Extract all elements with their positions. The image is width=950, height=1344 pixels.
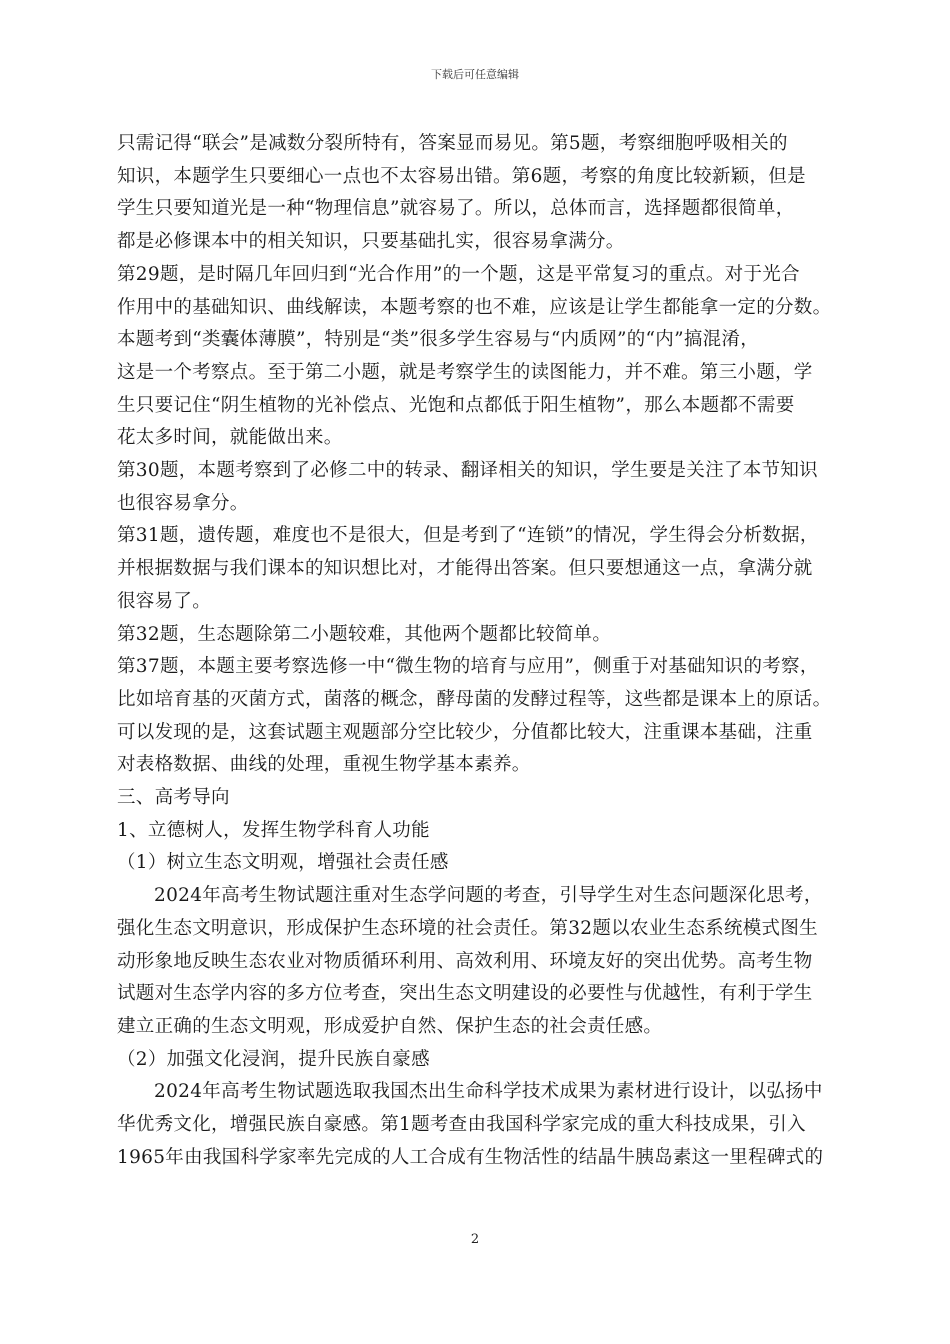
text-line: 花太多时间，就能做出来。	[117, 427, 343, 449]
text-line: 生只要记住“阴生植物的光补偿点、光饱和点都低于阳生植物”，那么本题都不需要	[117, 394, 795, 416]
subsection-heading: （2）加强文化浸润，提升民族自豪感	[117, 1048, 430, 1070]
text-line: 很容易了。	[117, 590, 212, 612]
text-line: 学生只要知道光是一种“物理信息”就容易了。所以，总体而言，选择题都很简单，	[117, 198, 795, 220]
page-number: 2	[470, 1232, 480, 1247]
text-line: 本题考到“类囊体薄膜”，特别是“类”很多学生容易与“内质网”的“内”搞混淆，	[117, 329, 760, 351]
text-line: 建立正确的生态文明观，形成爱护自然、保护生态的社会责任感。	[117, 1015, 663, 1037]
text-line: 试题对生态学内容的多方位考查，突出生态文明建设的必要性与优越性，有利于学生	[117, 983, 813, 1005]
text-line: 2024年高考生物试题注重对生态学问题的考查，引导学生对生态问题深化思考，	[154, 885, 823, 907]
text-line: 第32题，生态题除第二小题较难，其他两个题都比较简单。	[117, 623, 612, 645]
subsection-heading: （1）树立生态文明观，增强社会责任感	[117, 852, 449, 874]
text-line: 比如培育基的灭菌方式，菌落的概念，酵母菌的发酵过程等，这些都是课本上的原话。	[117, 688, 832, 710]
text-line: 第29题，是时隔几年回归到“光合作用”的一个题，这是平常复习的重点。对于光合	[117, 263, 800, 285]
text-line: 可以发现的是，这套试题主观题部分空比较少，分值都比较大，注重课本基础，注重	[117, 721, 813, 743]
text-line: 动形象地反映生态农业对物质循环利用、高效利用、环境友好的突出优势。高考生物	[117, 950, 813, 972]
text-line: 第30题，本题考察到了必修二中的转录、翻译相关的知识，学生要是关注了本节知识	[117, 460, 818, 482]
text-line: 并根据数据与我们课本的知识想比对，才能得出答案。但只要想通这一点，拿满分就	[117, 558, 813, 580]
section-heading: 三、高考导向	[117, 787, 230, 809]
text-line: 强化生态文明意识，形成保护生态环境的社会责任。第32题以农业生态系统模式图生	[117, 917, 818, 939]
document-body	[117, 128, 839, 1175]
text-line: 都是必修课本中的相关知识，只要基础扎实，很容易拿满分。	[117, 231, 625, 253]
page-header: 下载后可任意编辑	[431, 68, 519, 81]
text-line: 1965年由我国科学家率先完成的人工合成有生物活性的结晶牛胰岛素这一里程碑式的	[117, 1146, 824, 1168]
text-line: 知识，本题学生只要细心一点也不太容易出错。第6题，考察的角度比较新颖，但是	[117, 165, 806, 187]
text-line: 第37题，本题主要考察选修一中“微生物的培育与应用”，侧重于对基础知识的考察，	[117, 656, 819, 678]
text-line: 2024年高考生物试题选取我国杰出生命科学技术成果为素材进行设计，以弘扬中	[154, 1081, 823, 1103]
text-line: 作用中的基础知识、曲线解读，本题考察的也不难，应该是让学生都能拿一定的分数。	[117, 296, 832, 318]
text-line: 这是一个考察点。至于第二小题，就是考察学生的读图能力，并不难。第三小题，学	[117, 361, 813, 383]
text-line: 也很容易拿分。	[117, 492, 249, 514]
subsection-heading: 1、立德树人，发挥生物学科育人功能	[117, 819, 430, 841]
text-line: 华优秀文化，增强民族自豪感。第1题考查由我国科学家完成的重大科技成果，引入	[117, 1114, 806, 1136]
text-line: 只需记得“联会”是减数分裂所特有，答案显而易见。第5题，考察细胞呼吸相关的	[117, 133, 788, 154]
text-line: 对表格数据、曲线的处理，重视生物学基本素养。	[117, 754, 531, 776]
text-line: 第31题，遗传题，难度也不是很大，但是考到了“连锁”的情况，学生得会分析数据，	[117, 525, 819, 547]
